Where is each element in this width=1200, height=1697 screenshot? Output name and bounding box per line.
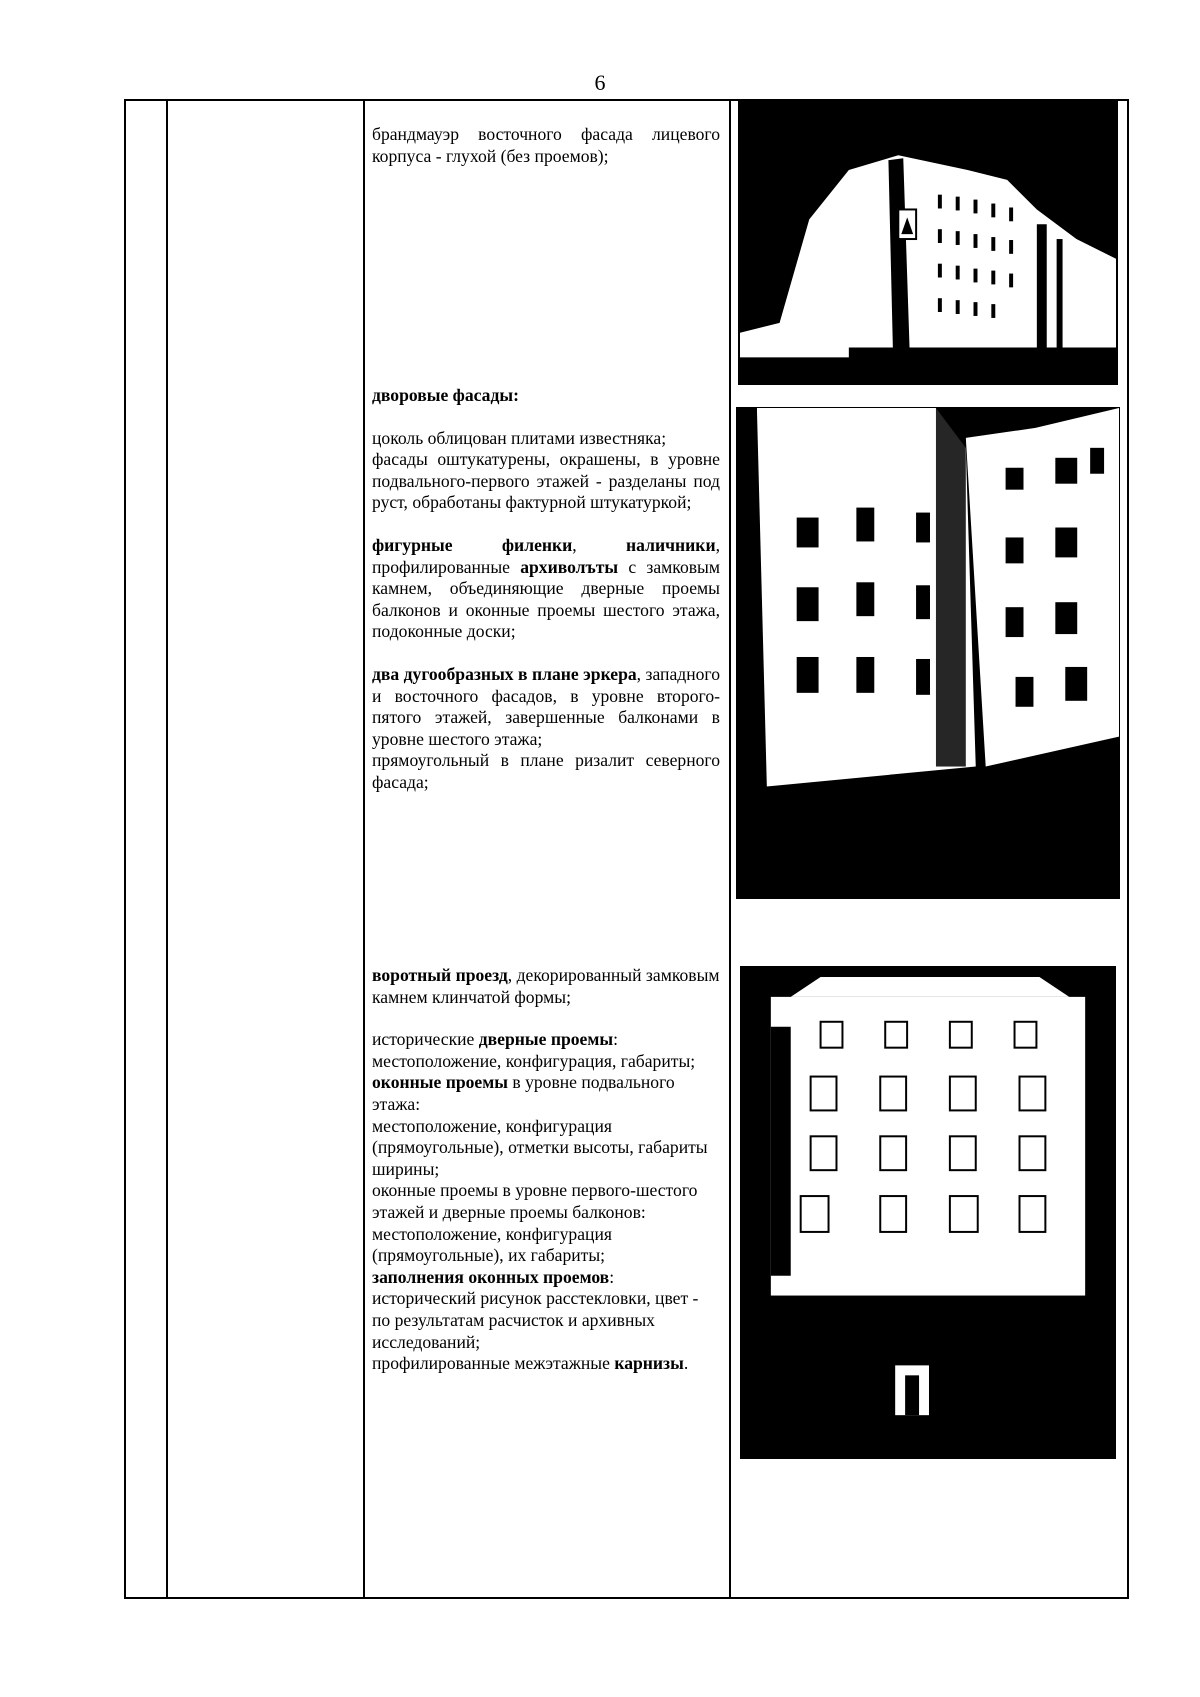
- text-run: исторические: [372, 1029, 479, 1050]
- bold-text-run: карнизы: [614, 1353, 684, 1374]
- photo-courtyard-bay-windows: [736, 407, 1120, 899]
- text-paragraph: [372, 1051, 720, 1073]
- bold-text-run: оконные проемы: [372, 1072, 508, 1093]
- text-run: исторический рисунок расстекловки, цвет - по результатам расчисток и архивных исследований;: [372, 1288, 699, 1352]
- text-paragraph: [372, 1072, 720, 1115]
- text-run: цоколь облицован плитами известняка;: [372, 427, 667, 448]
- text-paragraph: [372, 1353, 720, 1375]
- text-run: местоположение, конфигурация, габариты;: [372, 1050, 696, 1071]
- text-run: местоположение, конфигурация (прямоугольные), их габариты;: [372, 1223, 612, 1266]
- column-divider: [729, 101, 731, 1597]
- text-paragraph: [372, 1267, 720, 1289]
- text-paragraph: [372, 1180, 720, 1223]
- text-block-openings: [372, 965, 720, 1375]
- text-run: прямоугольный в плане ризалит северного фасада;: [372, 750, 720, 792]
- text-run: профилированные межэтажные: [372, 1353, 615, 1374]
- column-divider: [166, 101, 168, 1597]
- text-run: :: [609, 1266, 615, 1287]
- bold-text-run: дверные проемы: [478, 1029, 614, 1050]
- text-block-firewall: [372, 124, 720, 167]
- bold-text-run: архиволъты: [520, 556, 619, 577]
- text-block-courtyard-facades: [372, 385, 720, 794]
- text-paragraph: [372, 1116, 720, 1181]
- bold-text-run: заполнения оконных проемов: [372, 1266, 610, 1287]
- text-run: с замковым камнем, объединяющие дверные проемы балконов и оконные проемы шестого этажа, подоконные доски;: [372, 556, 721, 642]
- text-run: ,: [572, 534, 627, 555]
- bold-text-run: два дугообразных в плане эркера: [372, 663, 637, 684]
- text-run: брандмауэр восточного фасада лицевого корпуса - глухой (без проемов);: [372, 124, 720, 166]
- text-paragraph: [372, 449, 720, 514]
- photo-east-firewall: [738, 99, 1118, 385]
- text-run: , западного и восточного фасадов, в уровне второго-пятого этажей, завершенные балконами в уровне шестого этажа;: [372, 663, 721, 749]
- bold-text-run: дворовые фасады:: [372, 385, 519, 405]
- text-paragraph: [372, 664, 720, 750]
- bold-text-run: наличники: [626, 534, 716, 555]
- text-paragraph: [372, 1288, 720, 1353]
- bold-text-run: воротный проезд: [372, 965, 508, 985]
- text-run: местоположение, конфигурация (прямоугольные), отметки высоты, габариты ширины;: [372, 1115, 708, 1179]
- text-paragraph: [372, 535, 720, 643]
- text-run: , декорированный замковым камнем клинчатой формы;: [372, 965, 720, 1007]
- text-paragraph: [372, 750, 720, 793]
- text-run: оконные проемы в уровне первого-шестого этажей и дверные проемы балконов:: [372, 1180, 698, 1222]
- bold-text-run: фигурные филенки: [372, 534, 573, 555]
- page-number: 6: [594, 70, 606, 95]
- text-run: фасады оштукатурены, окрашены, в уровне подвального-первого этажей - разделаны под руст, обработаны фактурной штукатуркой;: [372, 449, 720, 513]
- text-run: , профилированные: [372, 534, 720, 577]
- text-paragraph: [372, 1224, 720, 1267]
- section-heading: [372, 385, 720, 407]
- photo-north-facade: [740, 966, 1116, 1459]
- text-paragraph: [372, 965, 720, 1008]
- text-run: в уровне подвального этажа:: [372, 1072, 675, 1114]
- column-divider: [363, 101, 365, 1597]
- text-run: :: [613, 1029, 618, 1050]
- text-paragraph: [372, 428, 720, 450]
- text-paragraph: [372, 1029, 720, 1051]
- text-run: .: [683, 1353, 689, 1374]
- text-paragraph: [372, 124, 720, 167]
